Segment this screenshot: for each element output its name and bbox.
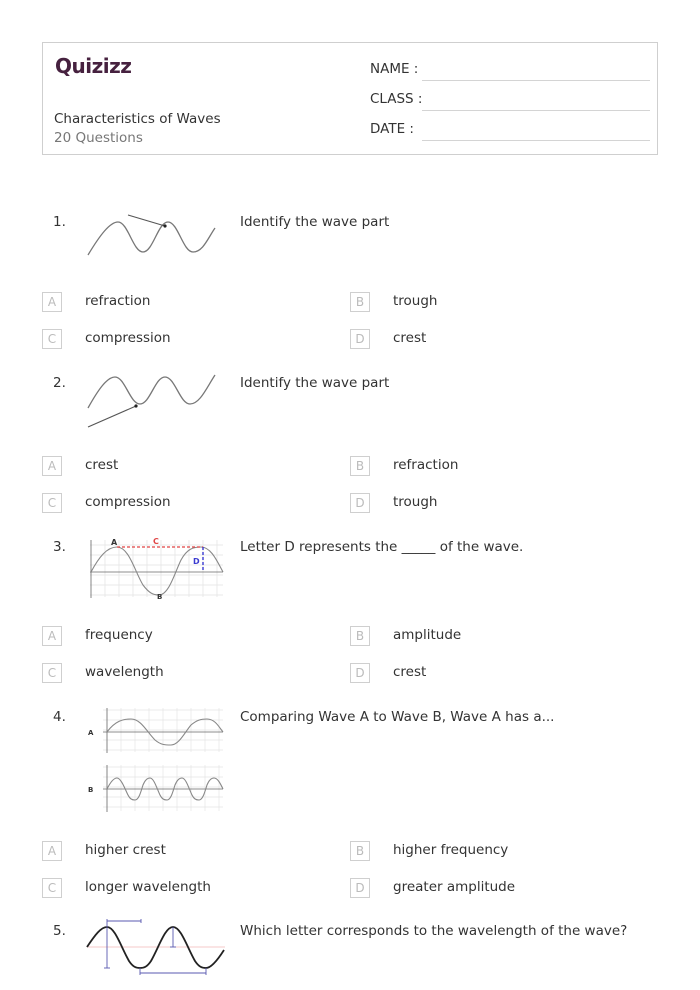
option-text: wavelength <box>85 664 164 680</box>
quiz-title: Characteristics of Waves <box>54 111 221 127</box>
label-a: A <box>111 538 118 547</box>
date-field[interactable] <box>370 121 650 141</box>
class-field[interactable] <box>370 91 650 111</box>
option-letter: C <box>42 878 62 898</box>
class-line[interactable] <box>422 110 650 111</box>
option-text: trough <box>393 293 438 309</box>
option-text: amplitude <box>393 627 462 643</box>
question-number: 5. <box>53 923 66 939</box>
option-letter: D <box>350 329 370 349</box>
date-line[interactable] <box>422 140 650 141</box>
option-text: refraction <box>85 293 151 309</box>
option-letter: C <box>42 329 62 349</box>
option-text: trough <box>393 494 438 510</box>
option-letter: D <box>350 663 370 683</box>
option-letter: A <box>42 456 62 476</box>
question-text: Comparing Wave A to Wave B, Wave A has a... <box>240 709 555 725</box>
label-wave-b: B <box>88 786 94 794</box>
two-wave-graphs-image <box>85 705 225 815</box>
question-text: Identify the wave part <box>240 214 390 230</box>
labeled-wave-graph-image <box>85 535 225 600</box>
option-text: greater amplitude <box>393 879 516 895</box>
option-letter: B <box>350 841 370 861</box>
option-text: crest <box>85 457 119 473</box>
worksheet-header <box>42 42 658 155</box>
question-text: Which letter corresponds to the wavelength of the wave? <box>240 923 628 939</box>
date-label: DATE : <box>370 121 414 137</box>
option-letter: D <box>350 878 370 898</box>
wave-measurement-diagram-image <box>85 917 230 979</box>
quizizz-logo: Quizizz <box>55 54 132 78</box>
class-label: CLASS : <box>370 91 423 107</box>
label-d: D <box>193 557 200 566</box>
option-letter: A <box>42 626 62 646</box>
option-text: crest <box>393 330 427 346</box>
question-number: 1. <box>53 214 66 230</box>
option-text: refraction <box>393 457 459 473</box>
question-number: 4. <box>53 709 66 725</box>
wave-arrow-trough-image <box>85 372 220 430</box>
wave-arrow-crest-image <box>85 210 220 260</box>
option-text: compression <box>85 330 171 346</box>
option-text: higher crest <box>85 842 166 858</box>
option-letter: B <box>350 292 370 312</box>
option-letter: A <box>42 292 62 312</box>
question-text: Letter D represents the _____ of the wave. <box>240 539 524 555</box>
label-wave-a: A <box>88 729 94 737</box>
label-b: B <box>157 593 163 600</box>
option-text: compression <box>85 494 171 510</box>
option-text: higher frequency <box>393 842 509 858</box>
question-number: 3. <box>53 539 66 555</box>
question-count: 20 Questions <box>54 130 143 146</box>
name-line[interactable] <box>422 80 650 81</box>
option-text: crest <box>393 664 427 680</box>
question-text: Identify the wave part <box>240 375 390 391</box>
label-c: C <box>153 537 159 546</box>
option-letter: B <box>350 626 370 646</box>
question-number: 2. <box>53 375 66 391</box>
name-field[interactable] <box>370 61 650 81</box>
option-letter: D <box>350 493 370 513</box>
option-letter: C <box>42 493 62 513</box>
name-label: NAME : <box>370 61 419 77</box>
option-letter: A <box>42 841 62 861</box>
option-text: frequency <box>85 627 153 643</box>
option-text: longer wavelength <box>85 879 211 895</box>
option-letter: B <box>350 456 370 476</box>
option-letter: C <box>42 663 62 683</box>
